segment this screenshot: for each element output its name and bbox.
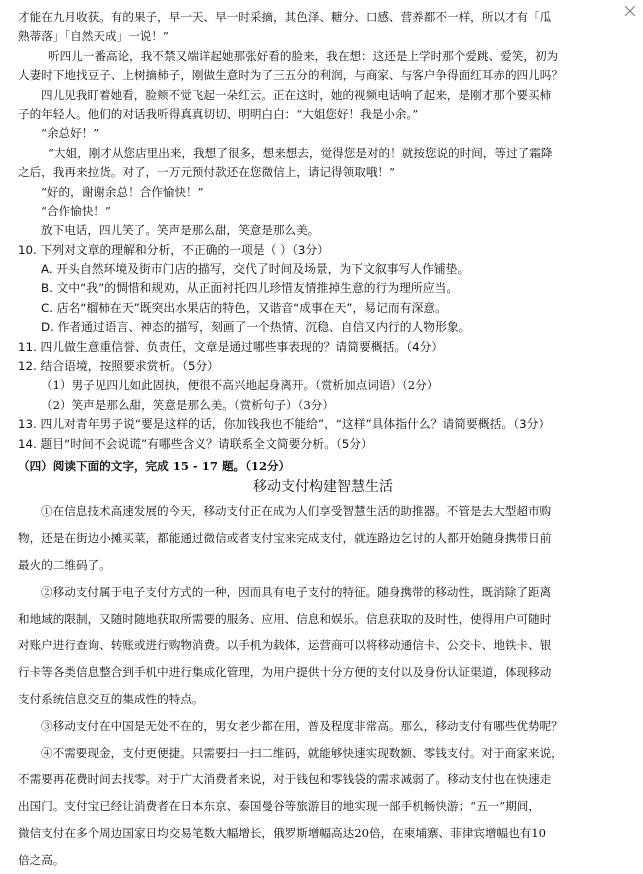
article-title: 移动支付构建智慧生活 — [253, 479, 393, 496]
article-line: 不需要再花费时间去找零。对于广大消费者来说，对于钱包和零钱袋的需求减弱了。移动支付也在快速走 — [18, 772, 552, 787]
story-line: 听四儿一番高论，我不禁又端详起她那张好看的脸来，我在想：这还是上学时那个爱跳、爱笑，初为 — [48, 48, 559, 63]
article-line: 出国门。支付宝已经让消费者在日本东京、泰国曼谷等旅游目的地实现一部手机畅快游；“五一”期间， — [18, 799, 540, 814]
article-line: ④不需要现金，支付更便捷。只需要扫一扫二维码，就能够快速实现数额、零钱支付。对于商家来说， — [41, 745, 563, 760]
article-line: 物，还是在街边小摊买菜，都能通过微信或者支付宝来完成支付，就连路边乞讨的人都开始随身携带日前 — [18, 531, 552, 546]
question-10-option-b: B. 文中“我”的惆惜和规劝，从正面衬托四儿珍惜友情推掉生意的行为理所应当。 — [41, 281, 459, 296]
story-line: “好的，谢谢余总！合作愉快！” — [41, 184, 204, 199]
story-line: “余总好！” — [41, 126, 100, 141]
article-line: ①在信息技术高速发展的今天，移动支付正在成为人们享受智慧生活的助推器。不管是去大型超市购 — [41, 504, 552, 519]
story-line: 子的年轻人。他们的对话我听得真真切切、明明白白：“大姐您好！我是小余。” — [18, 106, 419, 121]
story-line: 放下电话，四儿笑了。笑声是那么甜，笑意是那么美。 — [41, 223, 320, 238]
document-page — [18, 8, 628, 874]
story-line: 之后，我再来拉货。对了，一万元预付款还在您微信上，请记得领取哦！” — [18, 165, 395, 180]
article-body — [18, 498, 628, 873]
question-10-option-a: A. 开头自然环境及街市门店的描写，交代了时间及场景，为下文叙事写人作铺垫。 — [41, 262, 470, 277]
question-10-option-c: C. 店名“榴柿在天”既突出水果店的特色，又谐音“成事在天”，易记而有深意。 — [41, 300, 447, 315]
article-line: ③移动支付在中国是无处不在的，男女老少都在用，普及程度非常高。那么，移动支付有哪些优势呢？ — [41, 718, 563, 733]
story-line: “合作愉快！” — [41, 203, 111, 218]
question-12: 12. 结合语境，按照要求赏析。（5分） — [18, 359, 220, 374]
article-line: 支付系统信息交互的集成性的特点。 — [18, 691, 204, 706]
article-line: 倍之高。 — [18, 852, 65, 867]
section-heading: （四）阅读下面的文字，完成 15 - 17 题。（12分） — [18, 458, 291, 473]
questions-block — [18, 241, 628, 454]
question-10-option-d: D. 作者通过语言、神态的描写，刻画了一个热情、沉稳、自信又内行的人物形象。 — [41, 320, 471, 335]
story-text — [18, 8, 628, 241]
question-12-item: （2）笑声是那么甜，笑意是那么美。（赏析句子）（3分） — [41, 397, 334, 412]
article-line: 行卡等各类信息整合到手机中进行集成化管理，为用户提供十分方便的支付以及身份认证渠道，体现移动 — [18, 665, 552, 680]
question-10: 10. 下列对文章的理解和分析，不正确的一项是（ ）（3分） — [18, 242, 329, 257]
story-line: 四儿见我盯着她看，脸颊不觉飞起一朵红云。正在这时，她的视频电话响了起来，是刚才那个要买柿 — [41, 87, 552, 102]
question-14: 14. 题目“时间不会说谎”有哪些含义？请联系全文简要分析。（5分） — [18, 436, 373, 451]
question-11: 11. 四儿做生意重信誉、负责任，文章是通过哪些事表现的？请简要概括。（4分） — [18, 339, 444, 354]
story-line: “大姐，刚才从您店里出来，我想了很多，想来想去，觉得您是对的！就按您说的时间，等过了霜降 — [48, 145, 553, 160]
question-12-item: （1）男子见四儿如此固执，便很不高兴地起身离开。（赏析加点词语）（2分） — [41, 378, 439, 393]
article-line: 微信支付在多个周边国家日均交易笔数大幅增长，俄罗斯增幅高达20倍，在柬埔寨、菲律宾增幅也有10 — [18, 825, 547, 840]
article-line: ②移动支付属于电子支付方式的一种，因而具有电子支付的特征。随身携带的移动性，既消除了距离 — [41, 584, 552, 599]
article-line: 和地域的限制，又随时随地获取所需要的服务、应用、信息和娱乐。信息获取的及时性，使得用户可随时 — [18, 611, 552, 626]
article-line: 最火的二维码了。 — [18, 557, 111, 572]
story-line: 熟蒂落」「自然天成」一说！” — [18, 29, 169, 44]
story-line: 人妻时下地找豆子、上树摘柿子，刚做生意时为了三五分的利润，与商家、与客户争得面红耳赤的四儿吗？ — [18, 68, 563, 83]
article-line: 对账户进行查询、转账或进行购物消费。以手机为载体，运营商可以将移动通信卡、公交卡、地铁卡、银 — [18, 638, 552, 653]
question-13: 13. 四儿对青年男子说“要是这样的话，你加钱我也不能给”，“这样”具体指什么？请简要概括。（3分） — [18, 417, 551, 432]
story-line: 才能在九月收获。有的果子，早一天、早一时采摘，其色泽、糖分、口感、营养都不一样，所以才有「瓜 — [18, 10, 552, 24]
